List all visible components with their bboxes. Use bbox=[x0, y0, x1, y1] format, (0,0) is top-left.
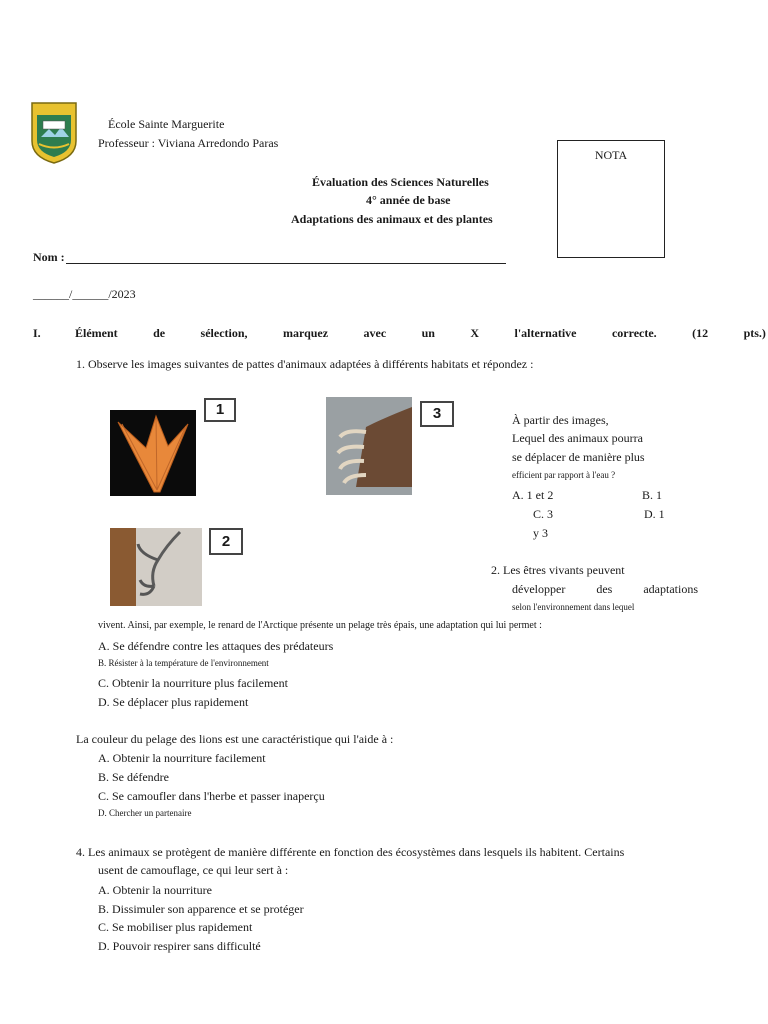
school-name: École Sainte Marguerite bbox=[108, 117, 225, 131]
name-label: Nom : bbox=[33, 250, 65, 264]
q1-option-d-continued: y 3 bbox=[533, 526, 548, 540]
q2-line-1: 2. Les êtres vivants peuvent bbox=[491, 563, 625, 577]
q2-line-2: développer des adaptations bbox=[512, 582, 698, 596]
grade-label: NOTA bbox=[594, 148, 628, 162]
q3-prompt: La couleur du pelage des lions est une caractéristique qui l'aide à : bbox=[76, 732, 394, 746]
claws-icon bbox=[326, 397, 412, 495]
date-field[interactable]: ______/______/2023 bbox=[33, 287, 136, 301]
q1-question-line-4: efficient par rapport à l'eau ? bbox=[512, 470, 616, 480]
grade-level: 4° année de base bbox=[366, 193, 451, 207]
bird-foot-image bbox=[110, 528, 202, 606]
section-heading: Élément de sélection, marquez avec un X l'alternative correcte. (12 pts.) bbox=[75, 326, 766, 340]
claw-image bbox=[326, 397, 412, 495]
q1-option-a[interactable]: A. 1 et 2 bbox=[512, 488, 554, 502]
q4-option-c[interactable]: C. Se mobiliser plus rapidement bbox=[98, 920, 253, 934]
q1-question-line-1: À partir des images, bbox=[512, 413, 609, 427]
q3-option-c[interactable]: C. Se camoufler dans l'herbe et passer inaperçu bbox=[98, 789, 325, 803]
school-logo bbox=[29, 99, 79, 165]
subtitle: Adaptations des animaux et des plantes bbox=[291, 212, 493, 226]
q1-option-d[interactable]: D. 1 bbox=[644, 507, 665, 521]
q3-option-a[interactable]: A. Obtenir la nourriture facilement bbox=[98, 751, 266, 765]
q2-line-4: vivent. Ainsi, par exemple, le renard de l'Arctique présente un pelage très épais, une adaptation qui lui permet : bbox=[98, 620, 542, 631]
image-label-2: 2 bbox=[209, 528, 243, 555]
page-title: Évaluation des Sciences Naturelles bbox=[312, 175, 489, 189]
image-label-1: 1 bbox=[204, 398, 236, 422]
q2-option-d[interactable]: D. Se déplacer plus rapidement bbox=[98, 695, 249, 709]
q1-option-b[interactable]: B. 1 bbox=[642, 488, 663, 502]
q4-option-a[interactable]: A. Obtenir la nourriture bbox=[98, 883, 212, 897]
teacher-name: Professeur : Viviana Arredondo Paras bbox=[98, 136, 279, 150]
duck-foot-image bbox=[110, 410, 196, 496]
q4-option-b[interactable]: B. Dissimuler son apparence et se protéger bbox=[98, 902, 304, 916]
perching-foot-icon bbox=[110, 528, 202, 606]
q3-option-d[interactable]: D. Chercher un partenaire bbox=[98, 808, 192, 818]
name-field[interactable] bbox=[66, 263, 506, 264]
q4-line-1: 4. Les animaux se protègent de manière différente en fonction des écosystèmes dans lesquels ils habitent. Certains bbox=[76, 845, 625, 859]
grade-box bbox=[557, 140, 665, 258]
q1-prompt: 1. Observe les images suivantes de pattes d'animaux adaptées à différents habitats et répondez : bbox=[76, 357, 534, 371]
q1-question-line-3: se déplacer de manière plus bbox=[512, 450, 645, 464]
q1-option-c[interactable]: C. 3 bbox=[533, 507, 554, 521]
q3-option-b[interactable]: B. Se défendre bbox=[98, 770, 169, 784]
section-number: I. bbox=[33, 326, 41, 340]
q4-line-2: usent de camouflage, ce qui leur sert à : bbox=[98, 863, 289, 877]
q2-option-b[interactable]: B. Résister à la température de l'environnement bbox=[98, 658, 269, 668]
q4-option-d[interactable]: D. Pouvoir respirer sans difficulté bbox=[98, 939, 261, 953]
webbed-foot-icon bbox=[110, 410, 196, 496]
image-label-3: 3 bbox=[420, 401, 454, 427]
q2-line-3: selon l'environnement dans lequel bbox=[512, 602, 635, 612]
q1-question-line-2: Lequel des animaux pourra bbox=[512, 431, 643, 445]
q2-option-a[interactable]: A. Se défendre contre les attaques des prédateurs bbox=[98, 639, 334, 653]
crest-icon bbox=[29, 99, 79, 165]
q2-option-c[interactable]: C. Obtenir la nourriture plus facilement bbox=[98, 676, 288, 690]
